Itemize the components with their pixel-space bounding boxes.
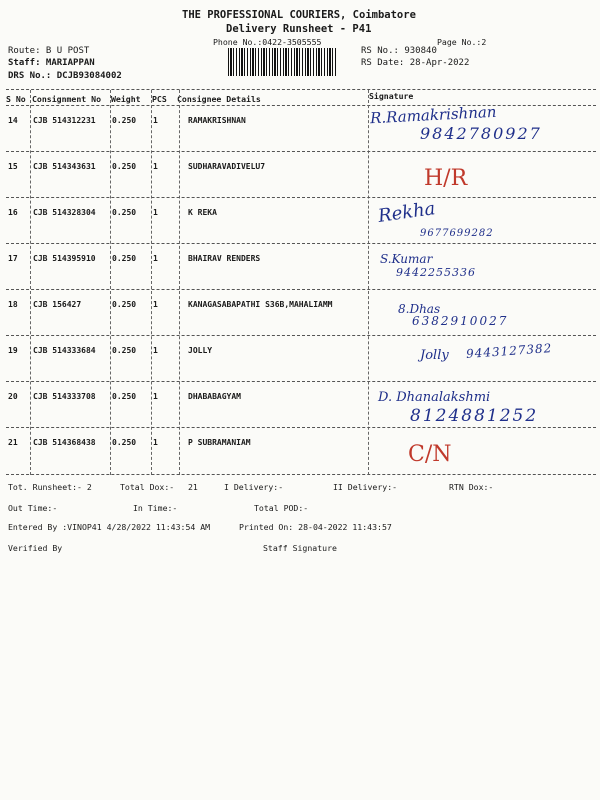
table-row [0, 418, 600, 467]
phone-handwriting: 8124881252 [410, 406, 539, 426]
row-sno: 15 [8, 162, 18, 171]
row-consignee: DHABABAGYAM [188, 392, 241, 401]
staff-label: Staff: MARIAPPAN [8, 58, 95, 68]
rtn-dox: RTN Dox:- [449, 482, 494, 492]
tot-runsheet: Tot. Runsheet:- 2 [8, 482, 92, 492]
row-consignment: CJB 514312231 [33, 116, 96, 125]
row-weight: 0.250 [112, 300, 137, 309]
table-row [0, 96, 600, 142]
company-title: THE PROFESSIONAL COURIERS, Coimbatore [182, 9, 416, 21]
table-bottom-divider [6, 474, 596, 475]
row-weight: 0.250 [112, 162, 137, 171]
row-pcs: 1 [153, 438, 158, 447]
table-row [0, 142, 600, 191]
signature-cell [368, 96, 598, 142]
col-sno: S No [6, 94, 26, 104]
row-consignment: CJB 514333708 [33, 392, 96, 401]
ii-delivery: II Delivery:- [333, 482, 398, 492]
table-row [0, 188, 600, 239]
rs-number: RS No.: 930840 [361, 46, 437, 56]
row-weight: 0.250 [112, 254, 137, 263]
row-consignee: SUDHARAVADIVELU7 [188, 162, 266, 171]
total-dox-value: 21 [188, 482, 198, 492]
row-consignment: CJB 514395910 [33, 254, 96, 263]
rs-date: RS Date: 28-Apr-2022 [361, 58, 470, 68]
verified-by: Verified By [8, 543, 63, 553]
phone-handwriting: 9842780927 [420, 124, 542, 143]
drs-number: DRS No.: DCJB93084002 [8, 71, 122, 81]
col-signature: Signature [369, 91, 414, 101]
row-sno: 21 [8, 438, 18, 447]
table-row [0, 280, 600, 326]
signature-handwriting: Jolly [420, 348, 449, 363]
total-pod: Total POD:- [254, 503, 309, 513]
signature-cell [368, 418, 598, 467]
row-pcs: 1 [153, 254, 158, 263]
route-label: Route: B U POST [8, 46, 90, 56]
row-consignee: K REKA [188, 208, 217, 217]
signature-cell [368, 234, 598, 280]
signature-cell [368, 188, 598, 239]
col-consignment: Consignment No [32, 94, 102, 104]
row-sno: 17 [8, 254, 18, 263]
signature-cell [368, 326, 598, 372]
signature-handwriting: C/N [408, 442, 452, 467]
out-time: Out Time:- [8, 503, 58, 513]
table-row [0, 234, 600, 280]
col-pcs: PCS [152, 94, 167, 104]
entered-by: Entered By :VINOP41 4/28/2022 11:43:54 AM [8, 522, 211, 532]
row-consignee: P SUBRAMANIAM [188, 438, 251, 447]
row-pcs: 1 [153, 116, 158, 125]
table-row [0, 326, 600, 372]
row-weight: 0.250 [112, 208, 137, 217]
signature-handwriting: D. Dhanalakshmi [378, 390, 491, 405]
signature-handwriting: S.Kumar [380, 252, 433, 266]
row-pcs: 1 [153, 162, 158, 171]
row-consignment: CJB 514343631 [33, 162, 96, 171]
page-number: Page No.:2 [437, 37, 487, 47]
total-dox-label: Total Dox:- [120, 482, 175, 492]
signature-cell [368, 372, 598, 426]
row-sno: 18 [8, 300, 18, 309]
row-consignee: BHAIRAV RENDERS [188, 254, 261, 263]
phone-handwriting: 6382910027 [412, 314, 509, 328]
row-sno: 14 [8, 116, 18, 125]
signature-cell [368, 142, 598, 191]
row-consignment: CJB 514328304 [33, 208, 96, 217]
row-consignment: CJB 514333684 [33, 346, 96, 355]
row-weight: 0.250 [112, 438, 137, 447]
in-time: In Time:- [133, 503, 178, 513]
row-consignment: CJB 514368438 [33, 438, 96, 447]
row-consignee: RAMAKRISHNAN [188, 116, 246, 125]
row-weight: 0.250 [112, 392, 137, 401]
row-sno: 16 [8, 208, 18, 217]
phone-number: Phone No.:0422-3505555 [213, 37, 322, 47]
col-consignee: Consignee Details [177, 94, 261, 104]
row-pcs: 1 [153, 392, 158, 401]
row-sno: 19 [8, 346, 18, 355]
phone-handwriting: 9677699282 [420, 228, 494, 239]
row-weight: 0.250 [112, 346, 137, 355]
row-consignee: JOLLY [188, 346, 213, 355]
row-consignment: CJB 156427 [33, 300, 82, 309]
signature-cell [368, 280, 598, 326]
phone-handwriting: 9443127382 [465, 341, 553, 361]
row-sno: 20 [8, 392, 18, 401]
row-pcs: 1 [153, 300, 158, 309]
row-pcs: 1 [153, 208, 158, 217]
row-consignee: KANAGASABAPATHI S36B,MAHALIAMM [188, 300, 333, 309]
header-divider-top [6, 89, 596, 90]
i-delivery: I Delivery:- [224, 482, 284, 492]
runsheet-title: Delivery Runsheet - P41 [226, 23, 372, 35]
barcode-image [228, 48, 336, 76]
signature-handwriting: Rekha [376, 198, 437, 227]
staff-signature: Staff Signature [263, 543, 337, 553]
signature-handwriting: 8.Dhas [398, 302, 441, 316]
table-row [0, 372, 600, 426]
signature-handwriting: R.Ramakrishnan [369, 102, 497, 128]
row-weight: 0.250 [112, 116, 137, 125]
col-weight: Weight [111, 94, 141, 104]
row-pcs: 1 [153, 346, 158, 355]
phone-handwriting: 9442255336 [396, 266, 476, 279]
signature-handwriting: H/R [424, 166, 468, 191]
printed-on: Printed On: 28-04-2022 11:43:57 [239, 522, 392, 532]
